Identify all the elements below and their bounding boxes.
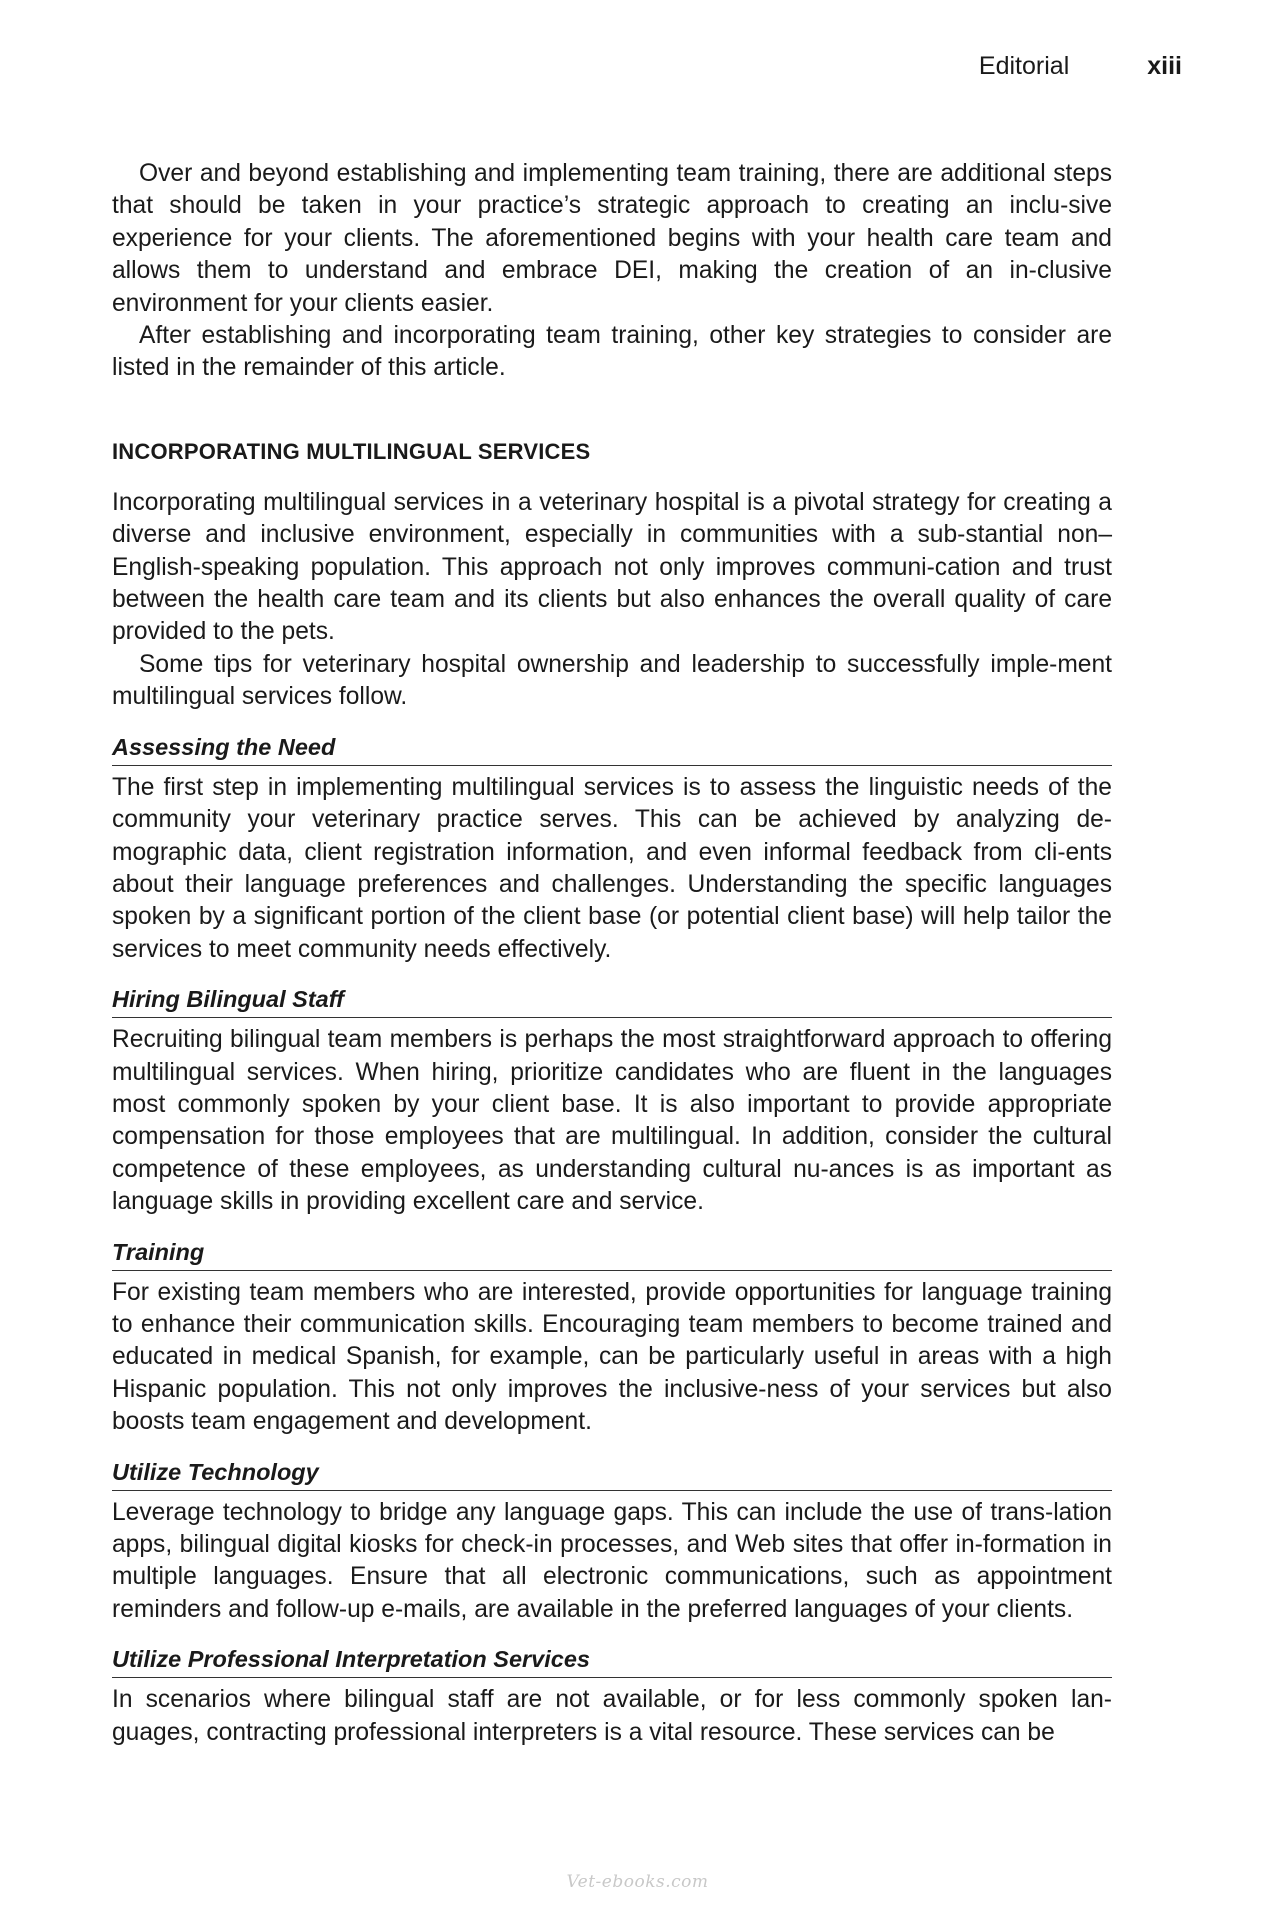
subsection-heading: Training xyxy=(112,1239,1112,1271)
section-paragraph: Some tips for veterinary hospital ownership and leadership to successfully imple-ment multilingual services follow. xyxy=(112,650,1112,711)
subsection-assessing-the-need xyxy=(112,734,1112,966)
subsection-paragraph: Leverage technology to bridge any language gaps. This can include the use of trans-lation apps, bilingual digital kiosks for check-in processes, and Web sites that offer in-formation in multiple languages. Ensure that all electronic communications, such as appointment reminders and follow-up e-mails, are available in the preferred languages of your clients. xyxy=(112,1498,1112,1623)
section-paragraph: Incorporating multilingual services in a veterinary hospital is a pivotal strategy for creating a diverse and inclusive environment, especially in communities with a sub-stantial non–English-speaking population. This approach not only improves communi-cation and trust between the health care team and its clients but also enhances the overall quality of care provided to the pets. xyxy=(112,488,1112,646)
subsection-heading: Utilize Professional Interpretation Services xyxy=(112,1646,1112,1678)
subsection-hiring-bilingual-staff xyxy=(112,986,1112,1218)
intro-paragraph: Over and beyond establishing and implementing team training, there are additional steps that should be taken in your practice’s strategic approach to creating an inclu-sive experience for your clients. The aforementioned begins with your health care team and allows them to understand and embrace DEI, making the creation of an in-clusive environment for your clients easier. xyxy=(112,160,1112,317)
subsection-heading: Assessing the Need xyxy=(112,734,1112,766)
intro-paragraph: After establishing and incorporating team training, other key strategies to consider are listed in the remainder of this article. xyxy=(112,322,1112,382)
article-body xyxy=(112,158,1112,1749)
watermark-logo: Vet-ebooks.com xyxy=(566,1872,709,1892)
subsection-utilize-technology xyxy=(112,1459,1112,1627)
page-number: xiii xyxy=(1147,52,1182,80)
subsection-paragraph: The first step in implementing multilingual services is to assess the linguistic needs of the community your veterinary practice serves. This can be achieved by analyzing de-mographic data, client registration information, and even informal feedback from cli-ents about their language preferences and challenges. Understanding the specific languages spoken by a significant portion of the client base (or potential client base) will help tailor the services to meet community needs effectively. xyxy=(112,773,1112,963)
subsection-paragraph: For existing team members who are interested, provide opportunities for language training to enhance their communication skills. Encouraging team members to become trained and educated in medical Spanish, for example, can be particularly useful in areas with a high Hispanic population. This not only improves the inclusive-ness of your services but also boosts team engagement and development. xyxy=(112,1278,1112,1436)
subsection-paragraph: In scenarios where bilingual staff are not available, or for less commonly spoken lan-guages, contracting professional interpreters is a vital resource. These services can be xyxy=(112,1686,1112,1746)
running-head xyxy=(979,52,1182,81)
section-heading: INCORPORATING MULTILINGUAL SERVICES xyxy=(112,438,591,464)
running-head-section: Editorial xyxy=(978,52,1070,80)
subsection-interpretation-services xyxy=(112,1646,1112,1749)
subsection-heading: Utilize Technology xyxy=(112,1459,1112,1491)
subsection-heading: Hiring Bilingual Staff xyxy=(112,986,1112,1018)
subsection-paragraph: Recruiting bilingual team members is perhaps the most straightforward approach to offering multilingual services. When hiring, prioritize candidates who are fluent in the languages most commonly spoken by your client base. It is also important to provide appropriate compensation for those employees that are multilingual. In addition, consider the cultural competence of these employees, as understanding cultural nu-ances is as important as language skills in providing excellent care and service. xyxy=(112,1026,1112,1216)
subsection-training xyxy=(112,1239,1112,1439)
